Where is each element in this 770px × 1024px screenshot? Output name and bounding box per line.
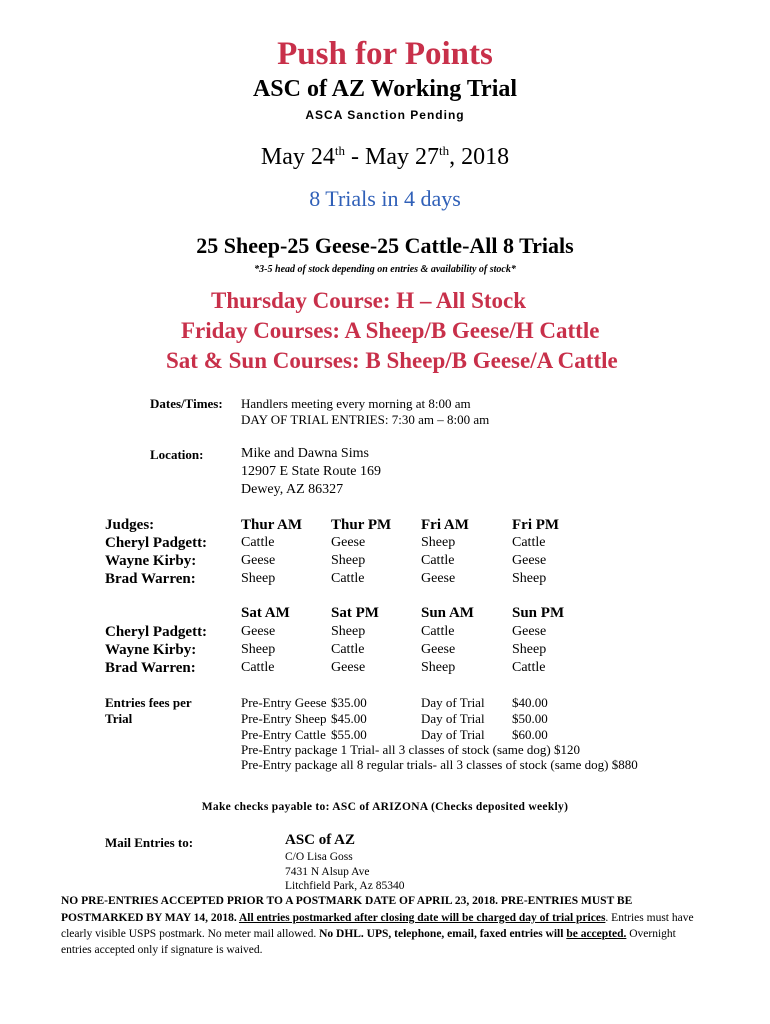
schedule-cell: Cattle (241, 535, 275, 550)
schedule-cell: Geese (421, 571, 456, 586)
fee-name: Pre-Entry Cattle (241, 727, 326, 742)
sanction-note: ASCA Sanction Pending (305, 108, 465, 122)
schedule-cell: Geese (512, 553, 547, 568)
footer-line-1: NO PRE-ENTRIES ACCEPTED PRIOR TO A POSTMARK DATE OF APRIL 23, 2018. PRE-ENTRIES MUST BE (61, 895, 633, 907)
fees-label: Entries fees per (105, 695, 192, 710)
footer-line-4: entries accepted only if signature is waived. (61, 944, 263, 956)
dates-times-label: Dates/Times: (150, 396, 223, 411)
package-all: Pre-Entry package all 8 regular trials- all 3 classes of stock (same dog) $880 (241, 757, 638, 772)
friday-courses: Friday Courses: A Sheep/B Geese/H Cattle (181, 318, 600, 343)
footer-line-3: clearly visible USPS postmark. No meter mail allowed. No DHL. UPS, telephone, email, faxed entries will be accepted. Overnight (61, 928, 676, 940)
schedule-cell: Geese (331, 660, 366, 675)
trials-count: 8 Trials in 4 days (309, 186, 461, 211)
fee-price: $35.00 (331, 695, 367, 710)
judge-name: Cheryl Padgett: (105, 535, 208, 551)
judge-name: Brad Warren: (105, 660, 196, 676)
event-subtitle: ASC of AZ Working Trial (252, 76, 518, 102)
fee-day-price: $60.00 (512, 727, 548, 742)
schedule-cell: Sheep (331, 624, 366, 639)
schedule-cell: Sheep (241, 571, 276, 586)
judges-label: Judges: (105, 517, 155, 533)
location-street: 12907 E State Route 169 (241, 464, 381, 479)
fee-name: Pre-Entry Geese (241, 695, 327, 710)
schedule-header: Thur AM (241, 517, 302, 533)
fees-label-trial: Trial (105, 711, 133, 726)
judge-name: Wayne Kirby: (105, 642, 197, 658)
schedule-cell: Sheep (421, 660, 456, 675)
fee-day-price: $40.00 (512, 695, 548, 710)
mail-label: Mail Entries to: (105, 835, 194, 850)
thursday-course: Thursday Course: H – All Stock (211, 288, 527, 313)
schedule-header: Sun PM (512, 605, 565, 621)
schedule-header: Sun AM (421, 605, 474, 621)
schedule-header: Sat PM (331, 605, 379, 621)
schedule-cell: Geese (241, 553, 276, 568)
schedule-cell: Geese (512, 624, 547, 639)
fee-day: Day of Trial (421, 695, 485, 710)
schedule-cell: Sheep (512, 571, 547, 586)
location-city: Dewey, AZ 86327 (241, 482, 344, 497)
schedule-cell: Cattle (331, 571, 365, 586)
schedule-cell: Geese (331, 535, 366, 550)
handlers-meeting: Handlers meeting every morning at 8:00 am (241, 396, 471, 411)
stock-summary: 25 Sheep-25 Geese-25 Cattle-All 8 Trials (196, 233, 574, 258)
fee-price: $45.00 (331, 711, 367, 726)
schedule-header: Sat AM (241, 605, 290, 621)
package-one: Pre-Entry package 1 Trial- all 3 classes of stock (same dog) $120 (241, 742, 581, 757)
schedule-header: Thur PM (331, 517, 392, 533)
schedule-cell: Geese (241, 624, 276, 639)
schedule-cell: Sheep (512, 642, 547, 657)
schedule-cell: Sheep (421, 535, 456, 550)
footer-line-2: POSTMARKED BY MAY 14, 2018. All entries postmarked after closing date will be charged day of trial prices. Entries must have (61, 912, 694, 924)
event-dates: May 24th - May 27th, 2018 (260, 143, 510, 170)
schedule-header: Fri PM (512, 517, 560, 533)
mail-line: 7431 N Alsup Ave (285, 866, 370, 878)
schedule-cell: Cattle (421, 553, 455, 568)
schedule-cell: Geese (421, 642, 456, 657)
checks-payable: Make checks payable to: ASC of ARIZONA (Checks deposited weekly) (201, 801, 569, 813)
location-label: Location: (150, 447, 204, 462)
fee-day: Day of Trial (421, 711, 485, 726)
mail-org: ASC of AZ (285, 832, 356, 848)
fee-name: Pre-Entry Sheep (241, 711, 327, 726)
schedule-cell: Cattle (421, 624, 455, 639)
stock-note: *3-5 head of stock depending on entries & availability of stock* (254, 264, 516, 275)
day-of-entries: DAY OF TRIAL ENTRIES: 7:30 am – 8:00 am (241, 412, 490, 427)
schedule-header: Fri AM (421, 517, 469, 533)
schedule-cell: Sheep (241, 642, 276, 657)
fee-day: Day of Trial (421, 727, 485, 742)
fee-price: $55.00 (331, 727, 367, 742)
schedule-cell: Cattle (512, 660, 546, 675)
mail-line: C/O Lisa Goss (285, 851, 353, 863)
schedule-cell: Sheep (331, 553, 366, 568)
schedule-cell: Cattle (241, 660, 275, 675)
judge-name: Brad Warren: (105, 571, 196, 587)
weekend-courses: Sat & Sun Courses: B Sheep/B Geese/A Cattle (166, 348, 618, 373)
mail-line: Litchfield Park, Az 85340 (285, 880, 405, 892)
judge-name: Wayne Kirby: (105, 553, 197, 569)
location-name: Mike and Dawna Sims (241, 446, 369, 461)
fee-day-price: $50.00 (512, 711, 548, 726)
schedule-cell: Cattle (512, 535, 546, 550)
page-title: Push for Points (277, 36, 493, 72)
judge-name: Cheryl Padgett: (105, 624, 208, 640)
schedule-cell: Cattle (331, 642, 365, 657)
